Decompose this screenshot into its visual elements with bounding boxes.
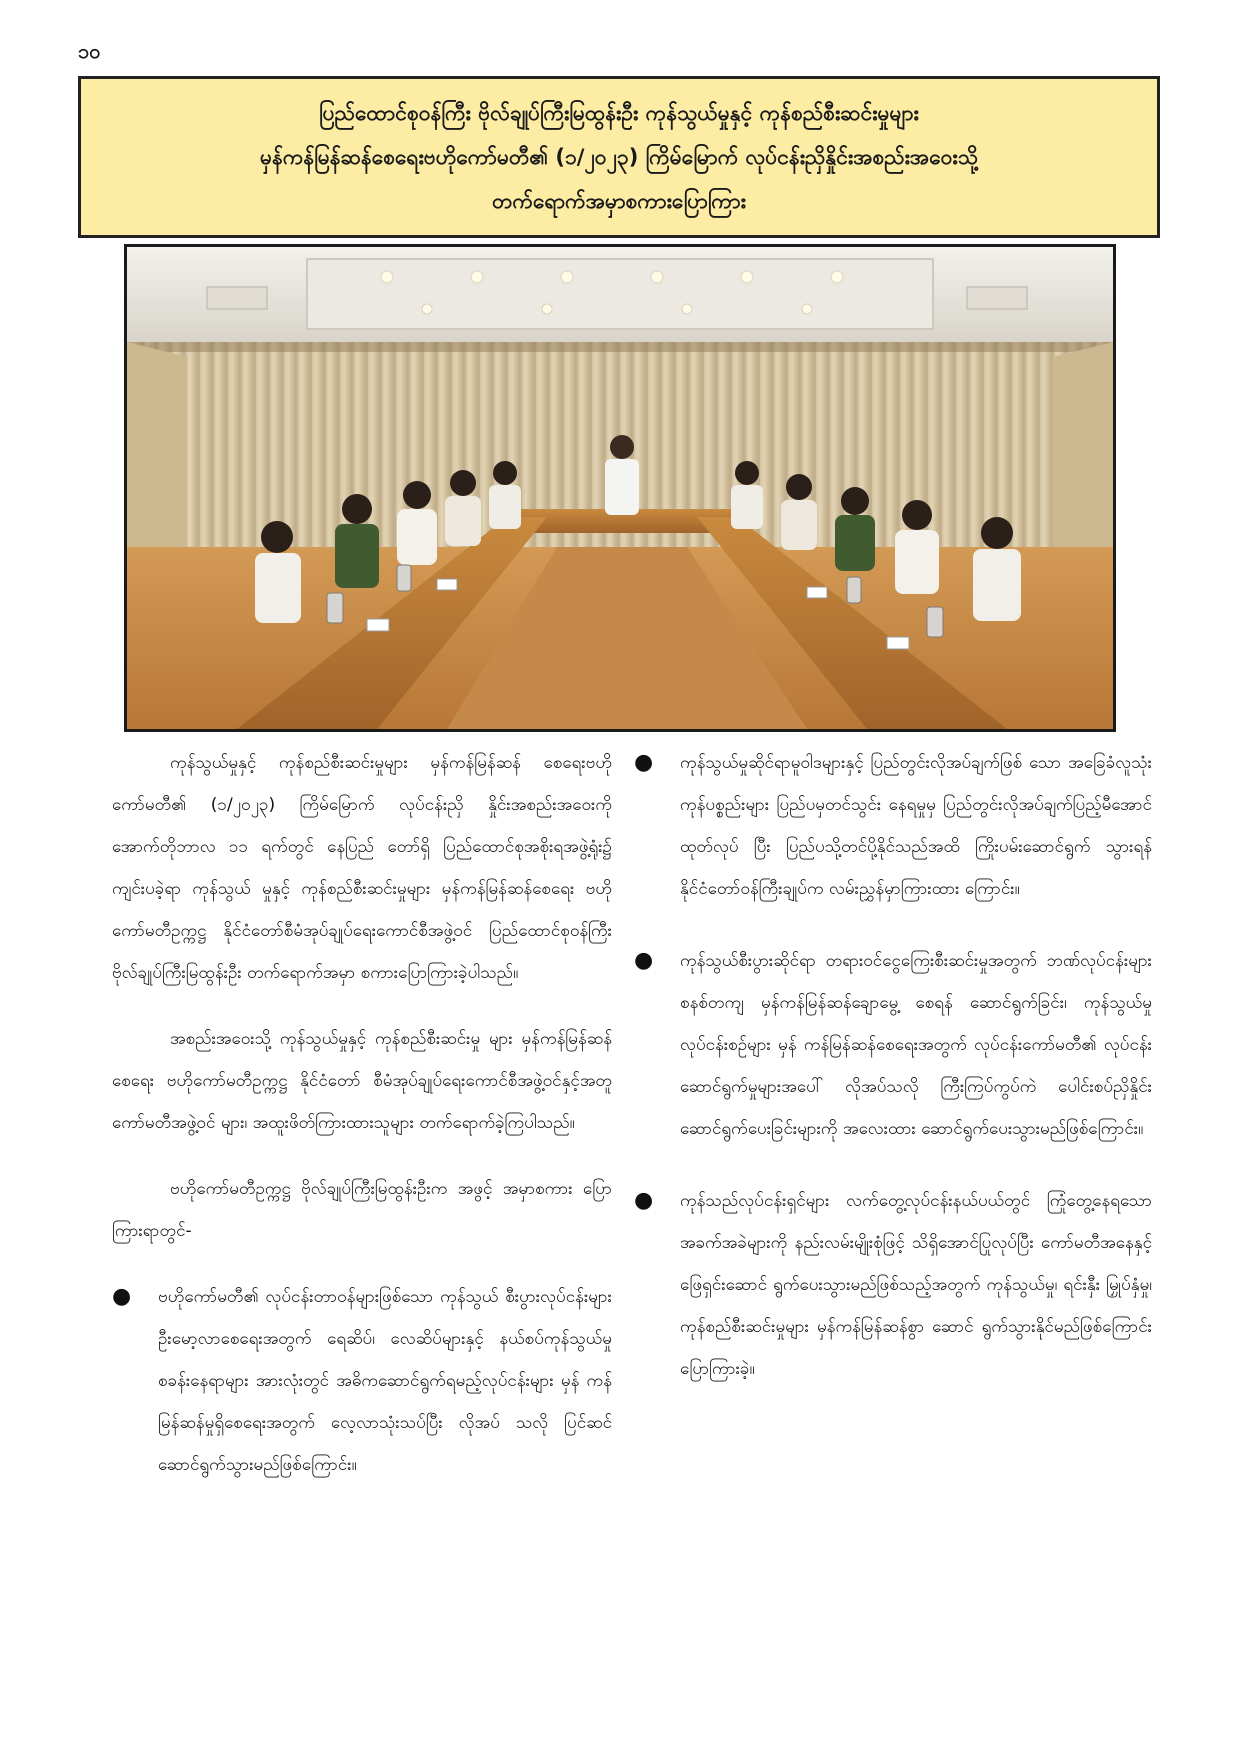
headline-line-2: မှန်ကန်မြန်ဆန်စေရေးဗဟိုကော်မတီ၏ (၁/၂၀၂၃) ကြိမ်မြောက် လုပ်ငန်းညှိနှိုင်းအစည်းအဝေးသို့ [259, 145, 979, 169]
bullet-text: ကုန်သွယ်မှုဆိုင်ရာမူဝါဒများနှင့် ပြည်တွင်းလိုအပ်ချက်ဖြစ် သော အခြေခံလူသုံးကုန်ပစ္စည်းများ ပြည်ပမှတင်သွင်း နေရမှုမှ ပြည်တွင်းလိုအပ်ချက်ပြည့်မီအောင် ထုတ်လုပ် ပြီး ပြည်ပသို့တင်ပို့နိုင်သည်အထိ ကြိုးပမ်းဆောင်ရွက် သွားရန် နိုင်ငံတော်ဝန်ကြီးချုပ်က လမ်းညွှန်မှာကြားထား ကြောင်း။ [680, 753, 1152, 899]
left-column [112, 742, 612, 1516]
paragraph-opening-speech: ဗဟိုကော်မတီဥက္ကဋ္ဌ ဗိုလ်ချုပ်ကြီးမြထွန်းဦးက အဖွင့် အမှာစကား ပြောကြားရာတွင်- [112, 1179, 612, 1241]
bullet-text: ကုန်သွယ်စီးပွားဆိုင်ရာ တရားဝင်ငွေကြေးစီးဆင်းမှုအတွက် ဘဏ်လုပ်ငန်းများ စနစ်တကျ မှန်ကန်မြန်ဆန်ချောမွေ့ စေရန် ဆောင်ရွက်ခြင်း၊ ကုန်သွယ်မှုလုပ်ငန်းစဉ်များ မှန် ကန်မြန်ဆန်စေရေးအတွက် လုပ်ငန်းကော်မတီ၏ လုပ်ငန်း ဆောင်ရွက်မှုများအပေါ် လိုအပ်သလို ကြီးကြပ်ကွပ်ကဲ ပေါင်းစပ်ညှိနှိုင်းဆောင်ရွက်ပေးခြင်းများကို အလေးထား ဆောင်ရွက်ပေးသွားမည်ဖြစ်ကြောင်း။ [680, 951, 1152, 1139]
bullet-icon: ● [634, 1188, 654, 1213]
meeting-photo-illustration [127, 247, 1113, 729]
headline-line-3: တက်ရောက်အမှာစကားပြောကြား [492, 189, 746, 213]
bullet-icon: ● [634, 750, 654, 775]
right-column [634, 742, 1152, 1420]
left-bullet-list [112, 1276, 612, 1486]
bullet-item [634, 742, 1152, 910]
paragraph-attendees: အစည်းအဝေးသို့ ကုန်သွယ်မှုနှင့် ကုန်စည်စီးဆင်းမှု များ မှန်ကန်မြန်ဆန်စေရေး ဗဟိုကော်မတီဥက္ကဋ္ဌ နိုင်ငံတော် စီမံအုပ်ချုပ်ရေးကောင်စီအဖွဲ့ဝင်နှင့်အတူ ကော်မတီအဖွဲ့ဝင် များ၊ အထူးဖိတ်ကြားထားသူများ တက်ရောက်ခဲ့ကြပါသည်။ [112, 1029, 612, 1133]
paragraph-intro: ကုန်သွယ်မှုနှင့် ကုန်စည်စီးဆင်းမှုများ မှန်ကန်မြန်ဆန် စေရေးဗဟိုကော်မတီ၏ (၁/၂၀၂၃) ကြိမ်မြောက် လုပ်ငန်းညှိ နှိုင်းအစည်းအဝေးကို အောက်တိုဘာလ ၁၁ ရက်တွင် နေပြည် တော်ရှိ ပြည်ထောင်စုအစိုးရအဖွဲ့ရုံး၌ ကျင်းပခဲ့ရာ ကုန်သွယ် မှုနှင့် ကုန်စည်စီးဆင်းမှုများ မှန်ကန်မြန်ဆန်စေရေး ဗဟို ကော်မတီဥက္ကဋ္ဌ နိုင်ငံတော်စီမံအုပ်ချုပ်ရေးကောင်စီအဖွဲ့ဝင် ပြည်ထောင်စုဝန်ကြီး ဗိုလ်ချုပ်ကြီးမြထွန်းဦး တက်ရောက်အမှာ စကားပြောကြားခဲ့ပါသည်။ [112, 753, 612, 983]
bullet-icon: ● [112, 1284, 132, 1309]
meeting-photo [124, 244, 1116, 732]
bullet-text: ကုန်သည်လုပ်ငန်းရှင်များ လက်တွေ့လုပ်ငန်းနယ်ပယ်တွင် ကြုံတွေ့နေရသော အခက်အခဲများကို နည်းလမ်းမျိုးစုံဖြင့် သိရှိအောင်ပြုလုပ်ပြီး ကော်မတီအနေနှင့် ဖြေရှင်းဆောင် ရွက်ပေးသွားမည်ဖြစ်သည့်အတွက် ကုန်သွယ်မှု၊ ရင်းနှီး မြှုပ်နှံမှု၊ ကုန်စည်စီးဆင်းမှုများ မှန်ကန်မြန်ဆန်စွာ ဆောင် ရွက်သွားနိုင်မည်ဖြစ်ကြောင်း ပြောကြားခဲ့။ [680, 1191, 1152, 1379]
headline-line-1: ပြည်ထောင်စုဝန်ကြီး ဗိုလ်ချုပ်ကြီးမြထွန်းဦး ကုန်သွယ်မှုနှင့် ကုန်စည်စီးဆင်းမှုများ [319, 101, 919, 125]
page-number: ၁၀ [78, 39, 101, 63]
bullet-text: ဗဟိုကော်မတီ၏ လုပ်ငန်းတာဝန်များဖြစ်သော ကုန်သွယ် စီးပွားလုပ်ငန်းများ ဦးမော့လာစေရေးအတွက် ရေဆိပ်၊ လေဆိပ်များနှင့် နယ်စပ်ကုန်သွယ်မှု စခန်းနေရာများ အားလုံးတွင် အဓိကဆောင်ရွက်ရမည့်လုပ်ငန်းများ မှန် ကန်မြန်ဆန်မှုရှိစေရေးအတွက် လေ့လာသုံးသပ်ပြီး လိုအပ် သလို ပြင်ဆင်ဆောင်ရွက်သွားမည်ဖြစ်ကြောင်း။ [158, 1287, 612, 1475]
headline-box [78, 76, 1160, 238]
bullet-item [112, 1276, 612, 1486]
bullet-icon: ● [634, 948, 654, 973]
right-bullet-list [634, 742, 1152, 1390]
bullet-item [634, 940, 1152, 1150]
bullet-item [634, 1180, 1152, 1390]
